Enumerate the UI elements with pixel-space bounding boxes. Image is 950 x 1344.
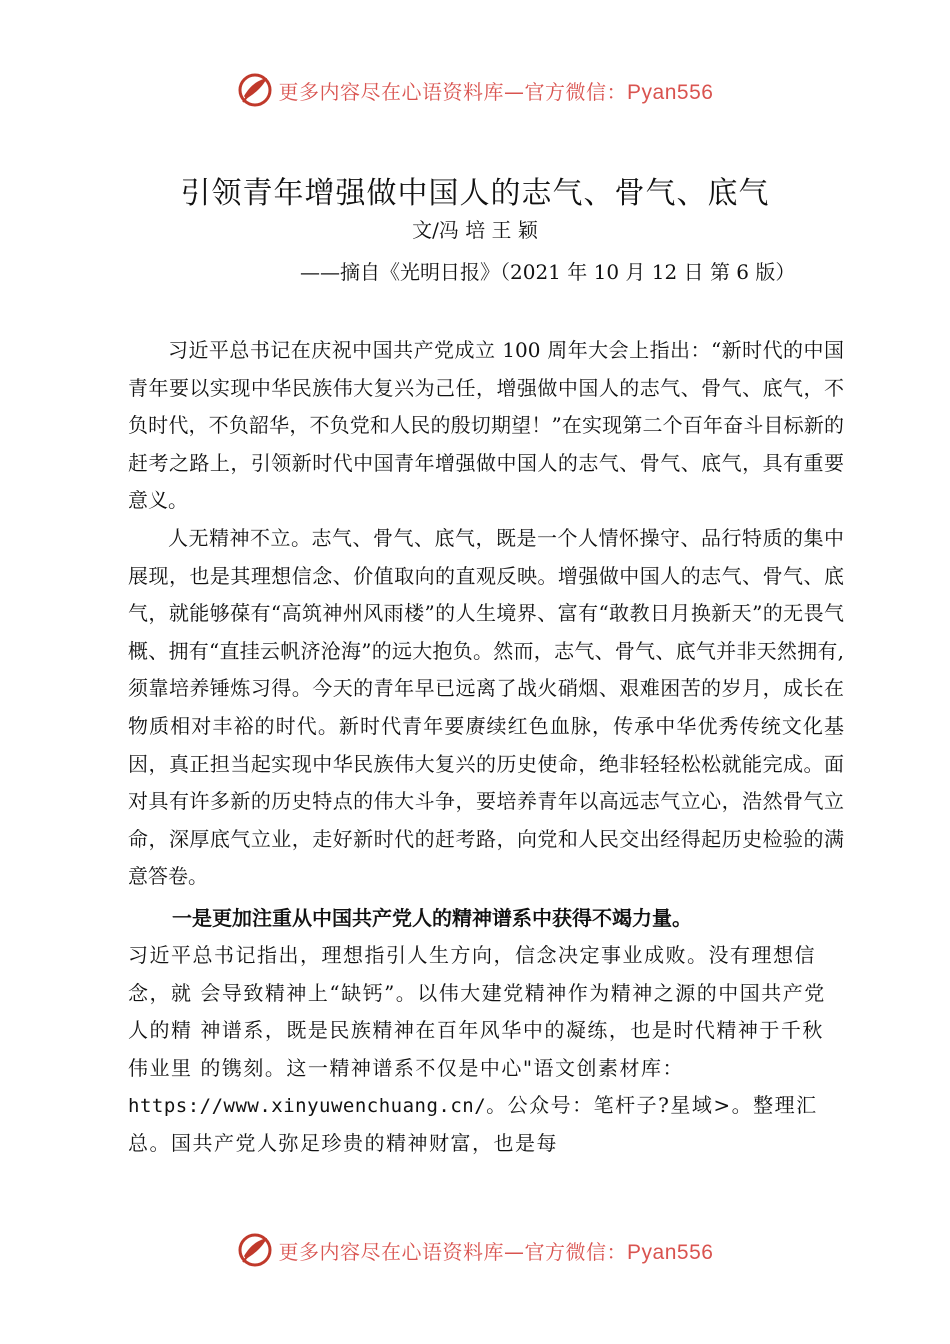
footer-banner — [0, 1232, 950, 1268]
quill-logo-icon — [237, 72, 273, 108]
header-banner-handle: Pyan556 — [627, 80, 714, 104]
paragraph-3-text-b: 。公众号：笔杆子?星域>。整理汇总。国共产党人弥足珍贵的精神财富，也是每 — [128, 1093, 818, 1156]
header-banner-main: 更多内容尽在心语资料库 — [278, 79, 505, 104]
paragraph-2: 人无精神不立。志气、骨气、底气，既是一个人情怀操守、品行特质的集中展现，也是其理想信念、价值取向的直观反映。增强做中国人的志气、骨气、底气，就能够葆有“高筑神州风雨楼”的人生境界、富有“敢教日月换新天”的无畏气概、拥有“直挂云帆济沧海”的远大抱负。然而，志气、骨气、底气并非天然拥有,须靠培养锤炼习得。今天的青年早已远离了战火硝烟、艰难困苦的岁月，成长在物质相对丰裕的时代。新时代青年要赓续红色血脉，传承中华优秀传统文化基因，真正担当起实现中华民族伟大复兴的历史使命，绝非轻轻松松就能完成。面对具有许多新的历史特点的伟大斗争，要培养青年以高远志气立心，浩然骨气立命，深厚底气立业，走好新时代的赶考路，向党和人民交出经得起历史检验的满意答卷。 — [128, 525, 844, 889]
footer-banner-text — [279, 1236, 714, 1265]
header-banner-text — [279, 76, 714, 105]
article-source: ——摘自《光明日报》（2021 年 10 月 12 日 第 6 版） — [300, 260, 796, 284]
paragraph-3 — [128, 900, 844, 1163]
footer-banner-sep: —官方微信： — [504, 1239, 628, 1264]
quill-logo-icon — [237, 1232, 273, 1268]
paragraph-3-bold: 一是更加注重从中国共产党人的精神谱系中获得不竭力量。 — [172, 906, 692, 930]
article-title: 引领青年增强做中国人的志气、骨气、底气 — [180, 176, 770, 211]
footer-banner-handle: Pyan556 — [627, 1240, 714, 1264]
header-banner-sep: —官方微信： — [504, 79, 628, 104]
header-banner — [0, 72, 950, 108]
paragraph-3-lead — [128, 900, 844, 937]
article-body — [128, 332, 844, 896]
footer-banner-main: 更多内容尽在心语资料库 — [278, 1239, 505, 1264]
paragraph-1: 习近平总书记在庆祝中国共产党成立 100 周年大会上指出：“新时代的中国青年要以实现中华民族伟大复兴为己任，增强做中国人的志气、骨气、底气，不负时代，不负韶华，不负党和人民的殷切期望！”在实现第二个百年奋斗目标新的赶考之路上，引领新时代中国青年增强做中国人的志气、骨气、底气，具有重要意义。 — [128, 338, 844, 513]
article-author: 文/冯 培 王 颖 — [412, 218, 538, 242]
paragraph-3-text-a: 习近平总书记指出，理想指引人生方向，信念决定事业成败。没有理想信念，就 会导致精神上“缺钙”。以伟大建党精神作为精神之源的中国共产党人的精 神谱系，既是民族精神在百年风华中的凝练，也是时代精神于千秋伟业里 的镌刻。这一精神谱系不仅是中心"语文创素材库： — [128, 943, 826, 1080]
paragraph-3-url: https://www.xinyuwenchuang.cn/ — [128, 1095, 487, 1118]
